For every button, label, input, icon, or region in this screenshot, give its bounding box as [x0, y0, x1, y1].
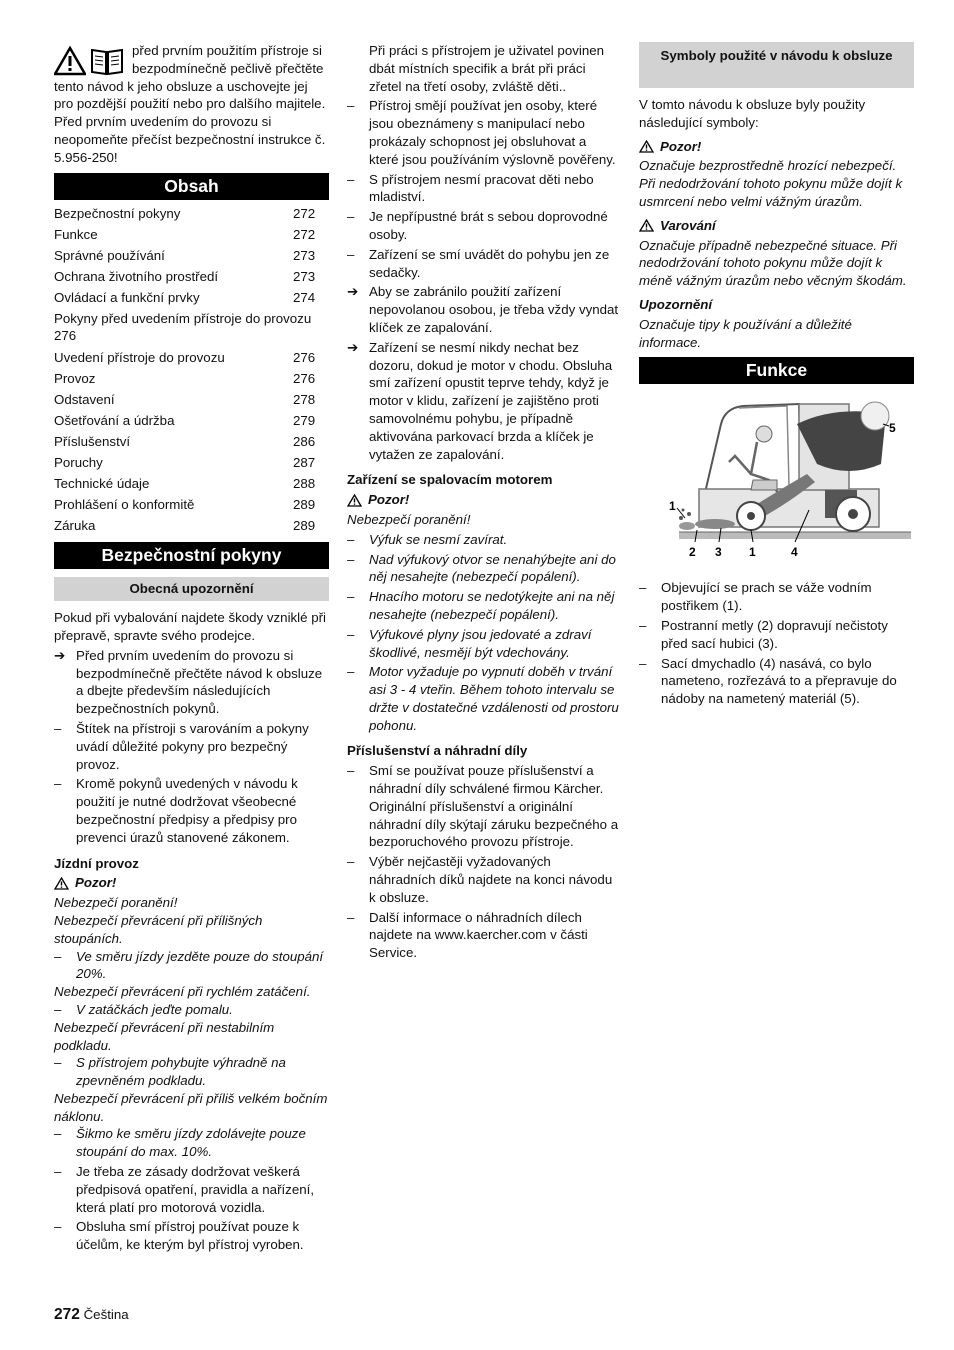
toc-label: Funkce	[54, 226, 98, 242]
warning-icon	[639, 140, 654, 153]
list-item	[54, 775, 329, 846]
list-marker: –	[347, 626, 355, 642]
callout-1b: 1	[749, 545, 756, 560]
list-item	[347, 626, 619, 662]
list-marker: –	[347, 854, 355, 870]
danger-label: Pozor!	[660, 138, 702, 154]
list-item: – V zatáčkách jeďte pomalu.	[54, 1001, 233, 1017]
list-text: Další informace o náhradních dílech najdete na www.kaercher.com v části Service.	[369, 909, 588, 961]
function-list	[639, 579, 914, 708]
engine-title: Zařízení se spalovacím motorem	[347, 472, 553, 488]
general-title: Obecná upozornění	[54, 577, 329, 601]
list-text: Kromě pokynů uvedených v návodu k použití je nutné dodržovat všeobecné bezpečnostní předpisy a předpisy pro prevenci úrazů stanovené zákonem.	[76, 776, 298, 845]
toc-page: 288	[293, 476, 316, 492]
toc-page: 289	[293, 497, 316, 513]
general-intro: Pokud při vybalování najdete škody vzniklé při přepravě, spravte svého prodejce.	[54, 610, 326, 643]
paragraph: Při práci s přístrojem je uživatel povinen dbát místních specifik a brát při práci zřetel na třetí osoby, zvláště děti..	[369, 43, 605, 94]
toc-label: Ochrana životního prostředí	[54, 268, 219, 284]
toc-label: Správné používání	[54, 247, 165, 263]
toc-row	[54, 410, 329, 431]
list-item: – Šikmo ke směru jízdy zdolávejte pouze stoupání do max. 10%.	[54, 1126, 306, 1160]
toc-label: Provoz	[54, 371, 96, 387]
list-item	[54, 647, 329, 718]
note-text: Označuje tipy k používání a důležité informace.	[639, 316, 852, 350]
toc-row	[54, 494, 329, 515]
warning-icon	[347, 494, 362, 507]
toc-row	[54, 431, 329, 452]
list-item	[347, 208, 619, 244]
page-number: 272	[54, 1306, 80, 1323]
warning-icon	[54, 46, 86, 76]
callout-3: 3	[715, 545, 722, 560]
list-marker: ➔	[54, 647, 66, 663]
list-item	[347, 909, 619, 962]
list-marker: –	[54, 720, 62, 736]
toc-page: 276	[293, 350, 316, 366]
list-item	[347, 339, 619, 464]
toc-page: 273	[293, 268, 316, 284]
list-item	[347, 283, 619, 336]
column-middle	[347, 42, 619, 962]
list-item	[347, 246, 619, 282]
callout-2: 2	[689, 545, 696, 560]
intro	[54, 42, 329, 167]
toc-row	[54, 308, 329, 348]
list-text: Je nepřípustné brát s sebou doprovodné osoby.	[369, 209, 608, 242]
list-item: – Ve směru jízdy jezděte pouze do stoupání 20%.	[54, 948, 324, 982]
list-item	[347, 551, 619, 587]
list-marker: –	[347, 209, 355, 225]
toc-page: 272	[293, 226, 316, 242]
toc-label: Bezpečnostní pokyny	[54, 205, 181, 221]
column-left	[54, 42, 329, 1254]
callout-1: 1	[669, 499, 676, 514]
toc-row	[54, 203, 329, 224]
list-marker: ➔	[347, 339, 359, 355]
toc-row	[54, 245, 329, 266]
warning-text: Označuje případně nebezpečné situace. Při nedodržování tohoto pokynu může dojít k méně vážným úrazům nebo věcným škodám.	[639, 237, 907, 289]
toc-row	[54, 266, 329, 287]
toc-row	[54, 452, 329, 473]
engine-warning-label: Pozor!	[368, 492, 410, 508]
list-marker: –	[347, 909, 355, 925]
driving-warning-label: Pozor!	[75, 875, 117, 891]
toc-row	[54, 368, 329, 389]
toc-label: Poruchy	[54, 455, 103, 471]
toc-row	[54, 287, 329, 308]
list-marker: –	[639, 580, 647, 596]
engine-text: Nebezpečí poranění!	[347, 511, 471, 527]
list-text: Štítek na přístroji s varováním a pokyny uvádí důležité pokyny pro bezpečný provoz.	[76, 720, 309, 772]
toc-page: 279	[293, 413, 316, 429]
list-item: – Je třeba ze zásady dodržovat veškerá předpisová opatření, pravidla a nařízení, která platí pro motorová vozidla.	[54, 1164, 315, 1215]
driving-text: Nebezpečí převrácení při přílišných stoupáních.	[54, 912, 263, 946]
driving-text: Nebezpečí převrácení při příliš velkém bočním náklonu.	[54, 1090, 328, 1124]
note-label: Upozornění	[639, 296, 713, 312]
list-text: Smí se používat pouze příslušenství a náhradní díly schválené firmou Kärcher. Originální příslušenství a originální náhradní díly skýtají záruku bezpečného a bezporuchového provozu přístroje.	[369, 763, 619, 850]
page-footer	[54, 1306, 129, 1324]
list-text: Nad výfukový otvor se nenahýbejte ani do něj nesahejte (nebezpečí popálení).	[369, 551, 616, 585]
toc-label: Ošetřování a údržba	[54, 413, 175, 429]
list-text: Zařízení se nesmí nikdy nechat bez dozoru, dokud je motor v chodu. Obsluha smí zařízení opustit teprve tehdy, když je motor v klidu, zařízení je zajištěno proti samovolnému pohybu, je případně aktivována parkovací brzda a klíček je vytažen ze zapalování.	[369, 339, 613, 462]
toc-page: 276	[293, 371, 316, 387]
toc-label: Příslušenství	[54, 434, 131, 450]
list-marker: –	[347, 531, 355, 547]
toc-label: Uvedení přístroje do provozu	[54, 350, 225, 366]
toc-label: Technické údaje	[54, 476, 150, 492]
list-text: Výběr nejčastěji vyžadovaných náhradních díků najdete na konci návodu k obsluze.	[369, 854, 613, 905]
toc-page: 272	[293, 205, 316, 221]
toc-label: Odstavení	[54, 392, 115, 408]
safety-title: Bezpečnostní pokyny	[54, 542, 329, 569]
toc-page: 287	[293, 455, 316, 471]
list-text: Před prvním uvedením do provozu si bezpodmínečně přečtěte návod k obsluze a dbejte především následujících bezpečnostních pokynů.	[76, 647, 323, 717]
list-marker: –	[347, 763, 355, 779]
driving-text: Nebezpečí převrácení při rychlém zatáčení.	[54, 984, 311, 1000]
column-right	[639, 42, 914, 708]
list-text: Aby se zabránilo použití zařízení nepovolanou osobou, je třeba vždy vyndat klíček ze zapalování.	[369, 284, 619, 335]
function-title: Funkce	[639, 357, 914, 384]
toc-label: Pokyny před uvedením přístroje do provozu 276	[54, 310, 312, 344]
toc-page: 273	[293, 247, 316, 263]
list-item	[54, 720, 329, 773]
toc-row	[54, 224, 329, 245]
manual-book-icon	[90, 46, 124, 76]
list-text: Výfuk se nesmí zavírat.	[369, 531, 508, 547]
list-marker: –	[639, 655, 647, 671]
accessories-title: Příslušenství a náhradní díly	[347, 743, 528, 759]
list-text: Hnacího motoru se nedotýkejte ani na něj nesahejte (nebezpečí popálení).	[369, 589, 615, 622]
toc-label: Prohlášení o konformitě	[54, 497, 195, 513]
list-item	[347, 171, 619, 207]
toc-label: Záruka	[54, 518, 96, 534]
list-text: Motor vyžaduje po vypnutí doběh v trvání asi 3 - 4 vteřin. Během tohoto intervalu se držte v dostatečné vzdálenosti od prostoru pohonu.	[369, 664, 619, 733]
callout-5: 5	[889, 421, 896, 436]
list-item	[347, 531, 619, 549]
list-text: Objevující se prach se váže vodním postřikem (1).	[661, 580, 872, 614]
toc-page: 278	[293, 392, 316, 408]
engine-list	[347, 531, 619, 735]
list-item	[347, 853, 619, 906]
intro-text-2: Před prvním uvedením do provozu si neopomeňte přečíst bezpečnostní instrukce č. 5.956-250!	[54, 114, 326, 165]
toc-list	[54, 203, 329, 537]
callout-4: 4	[791, 545, 798, 560]
list-marker: –	[639, 617, 647, 633]
sweeper-diagram	[639, 394, 914, 569]
list-marker: –	[347, 246, 355, 262]
danger-text: Označuje bezprostředně hrozící nebezpečí. Při nedodržování tohoto pokynu může dojít k usmrcení nebo velmi vážným úrazům.	[639, 158, 903, 209]
list-marker: –	[347, 551, 355, 567]
intro-text: před prvním použitím přístroje si bezpodmínečně pečlivě přečtěte tento návod k jeho obsluze a uschovejte jej pro pozdější použití nebo pro dalšího majitele.	[54, 43, 326, 112]
toc-row	[54, 389, 329, 410]
toc-row	[54, 515, 329, 536]
accessories-list	[347, 762, 619, 962]
driving-title: Jízdní provoz	[54, 855, 139, 871]
warning-icon	[639, 219, 654, 232]
list-item	[639, 579, 914, 615]
toc-label: Ovládací a funkční prvky	[54, 289, 200, 305]
list-text: Zařízení se smí uvádět do pohybu jen ze sedačky.	[369, 246, 610, 280]
driving-text: Nebezpečí poranění!	[54, 895, 178, 911]
list-item: – Obsluha smí přístroj používat pouze k účelům, ke kterým byl přístroj vyroben.	[54, 1219, 304, 1253]
list-item	[347, 588, 619, 624]
list-text: Postranní metly (2) dopravují nečistoty před sací hubici (3).	[661, 617, 888, 651]
col2-list	[347, 97, 619, 463]
list-item	[347, 762, 619, 851]
list-item: – S přístrojem pohybujte výhradně na zpevněném podkladu.	[54, 1055, 286, 1089]
warning-icon	[54, 877, 69, 890]
list-text: S přístrojem nesmí pracovat děti nebo mladiství.	[369, 171, 594, 205]
toc-row	[54, 347, 329, 368]
symbols-title: Symboly použité v návodu k obsluze	[639, 42, 914, 88]
list-text: Výfukové plyny jsou jedovaté a zdraví škodlivé, nesmějí být vdechovány.	[369, 626, 592, 660]
list-marker: ➔	[347, 284, 359, 300]
list-marker: –	[54, 776, 62, 792]
list-item	[347, 663, 619, 734]
list-text: Sací dmychadlo (4) nasává, co bylo nameteno, rozřezává to a přepravuje do nádoby na nametený materiál (5).	[661, 655, 897, 707]
list-marker: –	[347, 664, 355, 680]
list-marker: –	[347, 589, 355, 605]
list-marker: –	[347, 171, 355, 187]
list-item	[639, 655, 914, 708]
toc-page: 289	[293, 518, 316, 534]
symbols-intro: V tomto návodu k obsluze byly použity následující symboly:	[639, 97, 866, 130]
language-label: Čeština	[83, 1307, 129, 1322]
list-item	[639, 617, 914, 653]
general-list	[54, 647, 329, 847]
list-item	[347, 97, 619, 168]
toc-row	[54, 473, 329, 494]
toc-page: 274	[293, 289, 316, 305]
warning-label: Varování	[660, 217, 716, 233]
toc-title: Obsah	[54, 173, 329, 200]
list-text: Přístroj smějí používat jen osoby, které jsou obeznámeny s manipulací nebo prokázaly schopnost jej obsluhovat a které jsou používáním výslovně pověřeny.	[369, 98, 616, 167]
driving-text: Nebezpečí převrácení při nestabilním podkladu.	[54, 1019, 275, 1053]
list-marker: –	[347, 98, 355, 114]
toc-page: 286	[293, 434, 316, 450]
